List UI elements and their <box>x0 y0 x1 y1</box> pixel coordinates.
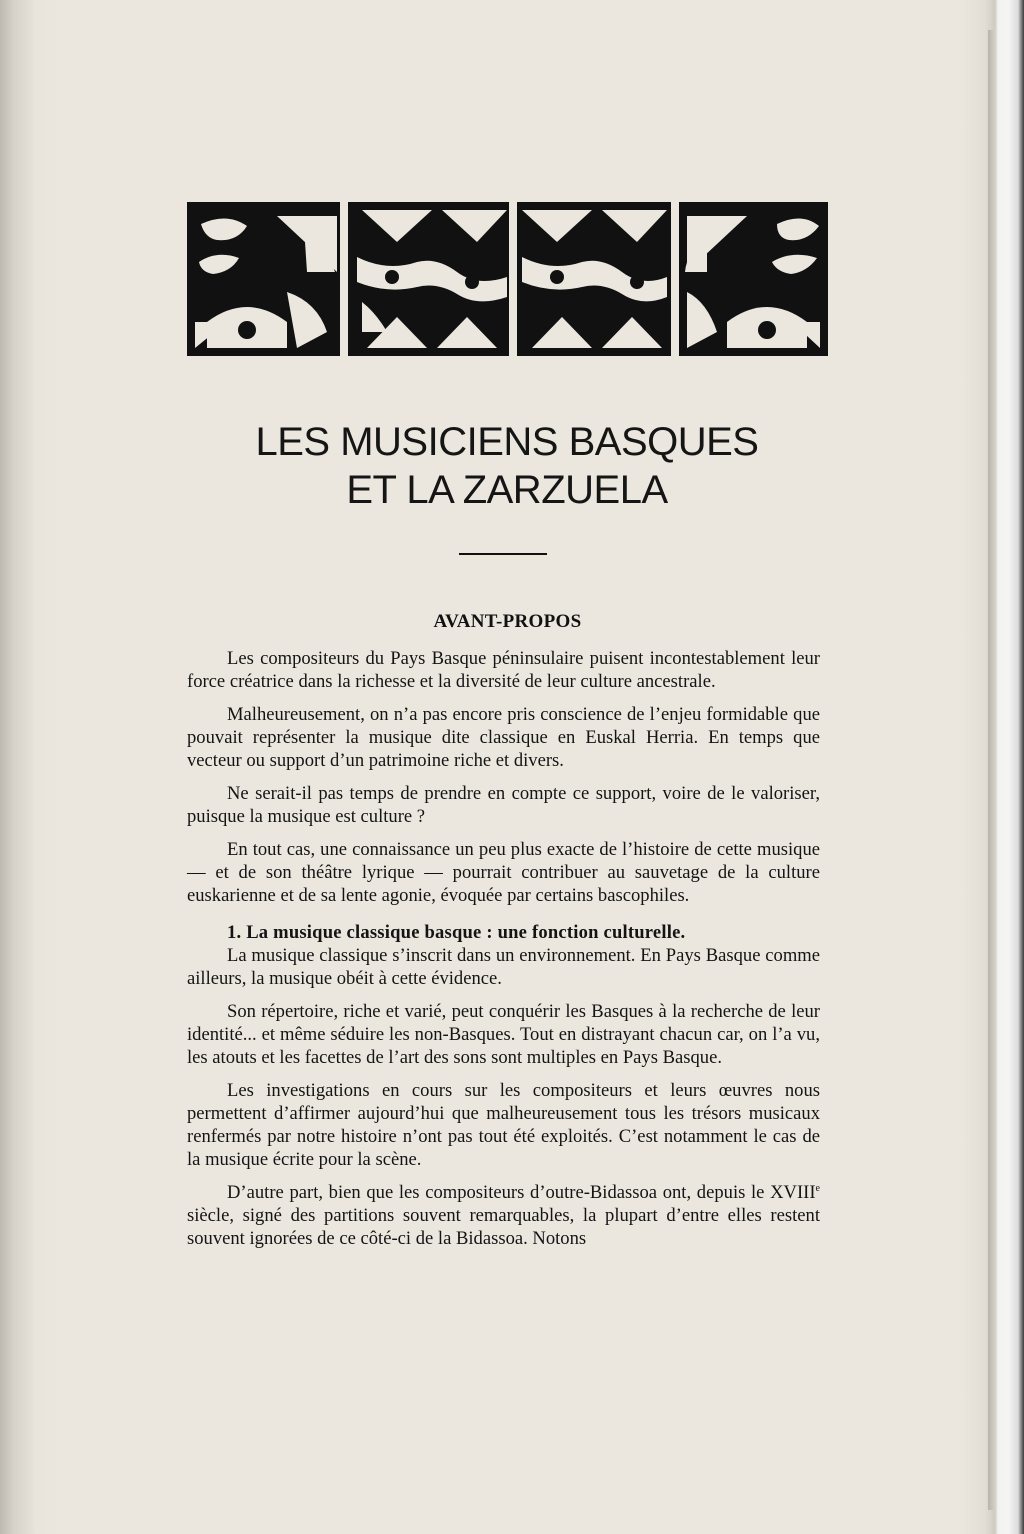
title-line-1: LES MUSICIENS BASQUES <box>255 420 759 464</box>
page-title <box>150 418 864 514</box>
paragraph-last <box>187 1181 820 1250</box>
page-binding <box>0 0 34 1534</box>
subsection-heading: 1. La musique classique basque : une fonction culturelle. <box>227 922 686 943</box>
title-line-2: ET LA ZARZUELA <box>346 468 668 512</box>
basque-ornament-banner <box>187 202 828 356</box>
paragraph-text-end: siècle, signé des partitions souvent remarquables, la plupart d’entre elles restent souvent ignorées de ce côté-ci de la Bidassoa. Notons <box>187 1205 820 1249</box>
page-edge <box>988 30 996 1510</box>
paragraph: Ne serait-il pas temps de prendre en compte ce support, voire de le valoriser, puisque la musique est culture ? <box>187 783 820 827</box>
paragraph-text-start: D’autre part, bien que les compositeurs d’outre-Bidassoa ont, depuis le XVIII <box>227 1182 816 1203</box>
paragraph: Les compositeurs du Pays Basque péninsulaire puisent incontestablement leur force créatrice dans la richesse et la diversité de leur culture ancestrale. <box>187 648 820 692</box>
paragraph: Les investigations en cours sur les compositeurs et leurs œuvres nous permettent d’affirmer aujourd’hui que malheureusement tous les trésors musicaux renfermés par notre histoire n’ont pas tout été exploités. C’est notamment le cas de la musique écrite pour la scène. <box>187 1080 820 1170</box>
paragraph: La musique classique s’inscrit dans un environnement. En Pays Basque comme ailleurs, la musique obéit à cette évidence. <box>187 945 820 989</box>
paragraph: En tout cas, une connaissance un peu plus exacte de l’histoire de cette musique — et de son théâtre lyrique — pourrait contribuer au sauvetage de la culture euskarienne et de sa lente agonie, évoquée par certains bascophiles. <box>187 839 820 906</box>
article-body <box>187 647 820 1260</box>
paragraph: Malheureusement, on n’a pas encore pris conscience de l’enjeu formidable que pouvait représenter la musique dite classique en Euskal Herria. En temps que vecteur ou support d’un patrimoine riche et divers. <box>187 704 820 771</box>
century-superscript: e <box>815 1182 820 1194</box>
section-heading: AVANT-PROPOS <box>433 611 582 632</box>
paragraph: Son répertoire, riche et varié, peut conquérir les Basques à la recherche de leur identité... et même séduire les non-Basques. Tout en distrayant chacun car, on l’a vu, les atouts et les facettes de l’art des sons sont multiples en Pays Basque. <box>187 1001 820 1068</box>
title-divider <box>459 553 547 555</box>
